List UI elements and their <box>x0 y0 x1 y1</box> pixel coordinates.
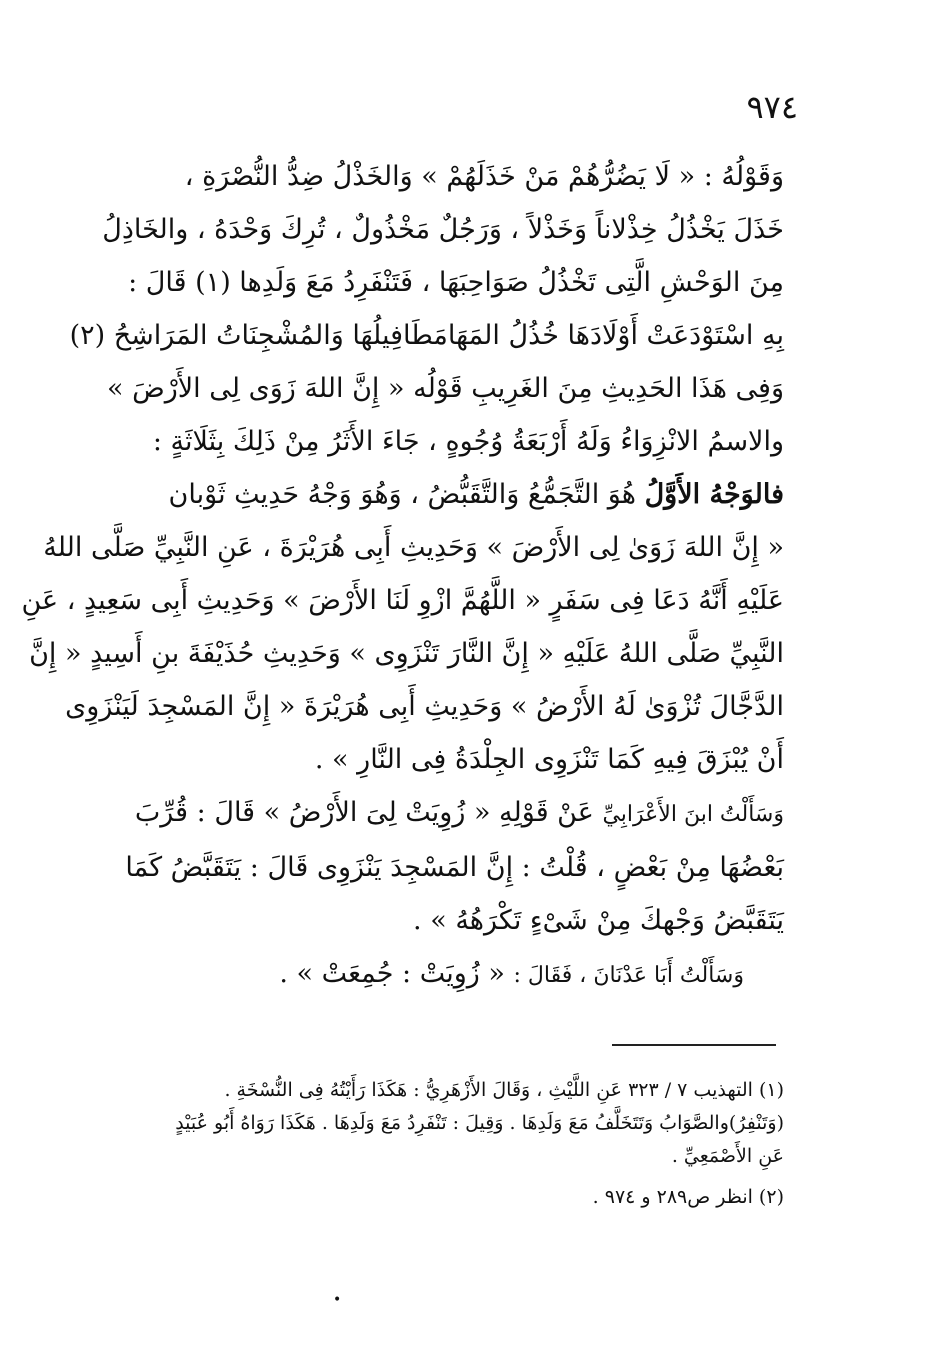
text-line: مِنَ الوَحْشِ الَّتِى تَخْذُلُ صَوَاحِبَهَا ، فَتَنْفَرِدُ مَعَ وَلَدِها (١) قَالَ : <box>128 267 784 298</box>
lead-phrase: وَسَأَلْتُ أَبَا عَدْنَانَ ، فَقَالَ : <box>513 963 744 988</box>
text-line: بَعْضُهَا مِنْ بَعْضٍ ، قُلْتُ : إِنَّ المَسْجِدَ يَنْزَوِى قَالَ : يَتَقَبَّضُ كَمَا <box>125 852 784 883</box>
line-text: هُوَ التَّجَمُّعُ وَالتَّقَبُّضُ ، وَهُوَ وَجْهُ حَدِيثِ ثَوْبان <box>168 479 636 510</box>
footnote-line: عَنِ الأَصْمَعِيِّ . <box>671 1145 784 1167</box>
text-line: « إِنَّ اللهَ زَوَىٰ لِى الأَرْضَ » وَحَدِيثِ أَبِى هُرَيْرَةَ ، عَنِ النَّبِيِّ صَلَّى اللهُ <box>43 532 784 563</box>
footer-mark: • <box>333 1292 342 1308</box>
text-line <box>108 786 784 841</box>
footnotes <box>108 1074 784 1214</box>
main-text <box>21 150 784 1002</box>
text-line <box>108 468 784 521</box>
line-text: « زُوِيَتْ : جُمِعَتْ » . <box>279 958 505 989</box>
paragraph-3 <box>21 468 784 786</box>
paragraph-5 <box>108 947 784 1002</box>
text-line: يَتَقَبَّضُ وَجْهكَ مِنْ شَىْءٍ تَكْرَهُهُ » . <box>413 905 784 936</box>
text-line: خَذَلَ يَخْذُلُ خِذْلاناً وَخَذْلاً ، وَرَجُلٌ مَخْذُولٌ ، تُرِكَ وَحْدَهُ ، والخَاذِلُ <box>102 214 784 245</box>
text-line: وَفِى هَذَا الحَدِيثِ مِنَ الغَرِيبِ قَوْلُه « إِنَّ اللهَ زَوَى لِى الأَرْضَ » <box>107 373 784 404</box>
poetry-verse <box>69 309 784 362</box>
lead-phrase: وَسَأَلْتُ ابنَ الأَعْرَابِيِّ <box>602 802 784 827</box>
footnote-line: (١) التهذيب ٧ / ٣٢٣ عَنِ اللَّيْثِ ، وَقَالَ الأَزْهَرِيُّ : هَكَذَا رَأَيْتُهُ فِى النُّسْخَةِ . <box>224 1079 784 1101</box>
paragraph-1 <box>102 150 784 309</box>
text-line: الدَّجَّالَ تُزْوَىٰ لَهُ الأَرْضُ » وَحَدِيثِ أَبِى هُرَيْرَةَ « إِنَّ المَسْجِدَ لَيَنْزَوِى <box>65 691 784 722</box>
verse-hemistich-first: بِهِ اسْتَوْدَعَتْ أَوْلَادَهَا خُذُلُ المَهَا <box>447 320 784 351</box>
text-line: وَقَوْلُهُ : « لَا يَضُرُّهُمْ مَنْ خَذَلَهُمْ » وَالخَذْلُ ضِدُّ النُّصْرَةِ ، <box>184 161 784 192</box>
page-number: ٩٧٤ <box>746 88 798 126</box>
lead-phrase: فالوَجْهُ الأَوَّلُ <box>644 479 784 510</box>
footnote-separator <box>612 1044 776 1046</box>
paragraph-2 <box>108 362 784 468</box>
line-text: عَنْ قَوْلِهِ « زُوِيَتْ لِىَ الأَرْضُ » قَالَ : قُرِّبَ <box>134 797 594 828</box>
text-line: أَنْ يُبْزَقَ فِيهِ كَمَا تَنْزَوِى الجِلْدَةُ فِى النَّارِ » . <box>314 744 784 775</box>
text-line <box>108 947 784 1002</box>
text-line: النَّبِيِّ صَلَّى اللهُ عَلَيْهِ « إِنَّ النَّارَ تَنْزَوِى » وَحَدِيثِ حُذَيْفَةَ بنِ أَسِيدٍ « إِنَّ <box>29 638 784 669</box>
paragraph-4 <box>108 786 784 947</box>
footnote-line: (٢) انظر ص٢٨٩ و ٩٧٤ . <box>592 1186 784 1208</box>
footnote-line: (وَتَنْفِرُ)والصَّوَابُ وَتَتَخَلَّفُ مَعَ وَلَدِهَا . وَقِيلَ : تَنْفَرِدُ مَعَ وَلَدِهَا . هَكَذَا رَوَاهُ أَبُو عُبَيْدٍ <box>175 1112 784 1134</box>
text-line: والاسمُ الانْزِوَاءُ وَلَهُ أَرْبَعَةُ وُجُوهٍ ، جَاءَ الأَثَرُ مِنْ ذَلِكَ بِثَلَاثَةٍ : <box>152 426 784 457</box>
text-line: عَلَيْهِ أَنَّهُ دَعَا فِى سَفَرٍ « اللَّهُمَّ ازْوِ لَنَا الأَرْضَ » وَحَدِيثِ أَبِى سَعِيدٍ ، عَنِ <box>21 585 784 616</box>
verse-hemistich-second: مَطَافِيلُهَا وَالمُشْجِنَاتُ المَرَاشِحُ (٢) <box>69 320 448 351</box>
